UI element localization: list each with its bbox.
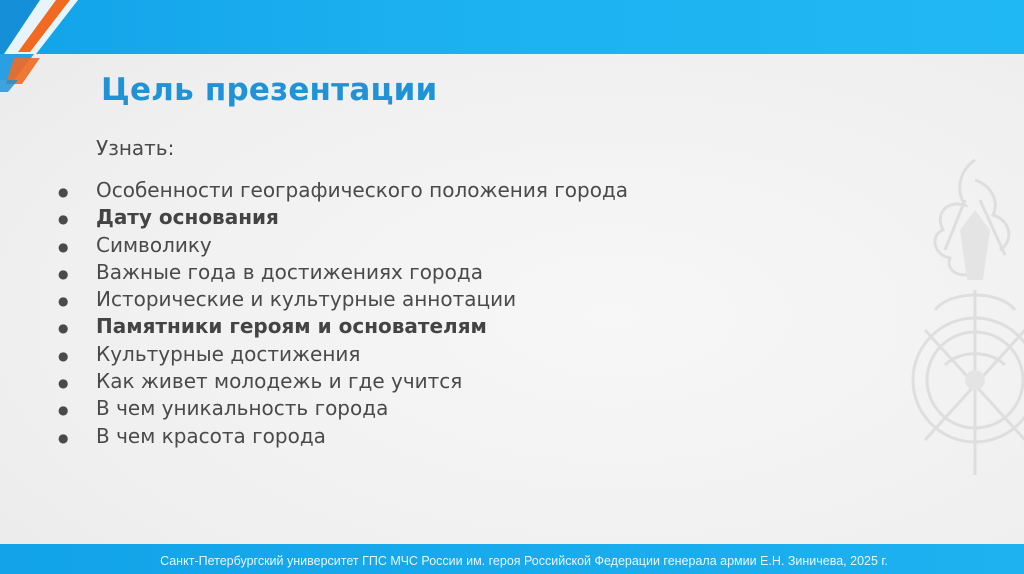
list-item-text: Культурные достижения [96, 341, 361, 366]
list-item-text: Важные года в достижениях города [96, 259, 483, 284]
bullet-icon: ● [58, 403, 69, 418]
footer-text: Санкт-Петербургский университет ГПС МЧС России им. героя Российской Федерации генерала армии Е.Н. Зиничева, 2025 г. [160, 554, 888, 568]
list-item [58, 395, 628, 422]
list-item-text: Исторические и культурные аннотации [96, 287, 517, 312]
list-item-text: Памятники героям и основателям [96, 314, 487, 339]
bullet-icon: ● [58, 239, 69, 254]
goals-list [58, 177, 628, 450]
list-item-text: Дату основания [96, 205, 279, 230]
bullet-icon: ● [58, 348, 69, 363]
bullet-icon: ● [58, 212, 69, 227]
list-item-text: В чем красота города [96, 423, 326, 448]
bullet-icon: ● [58, 430, 69, 445]
top-header-band [0, 0, 1024, 54]
list-item [58, 313, 628, 340]
intro-text: Узнать: [96, 136, 175, 160]
list-item [58, 368, 628, 395]
bullet-icon: ● [58, 376, 69, 391]
list-item-text: В чем уникальность города [96, 396, 389, 421]
list-item [58, 341, 628, 368]
footer-band [0, 544, 1024, 574]
stripes-logo-icon [0, 0, 90, 92]
emchs-emblem-watermark-icon [905, 140, 1024, 480]
slide-title: Цель презентации [101, 72, 438, 108]
bullet-icon: ● [58, 266, 69, 281]
list-item-text: Как живет молодежь и где учится [96, 369, 463, 394]
list-item-text: Символику [96, 232, 212, 257]
list-item [58, 232, 628, 259]
list-item [58, 423, 628, 450]
list-item [58, 177, 628, 204]
bullet-icon: ● [58, 321, 69, 336]
bullet-icon: ● [58, 294, 69, 309]
list-item [58, 286, 628, 313]
bullet-icon: ● [58, 185, 69, 199]
list-item [58, 259, 628, 286]
list-item-text: Особенности географического положения города [96, 178, 629, 202]
list-item [58, 204, 628, 231]
